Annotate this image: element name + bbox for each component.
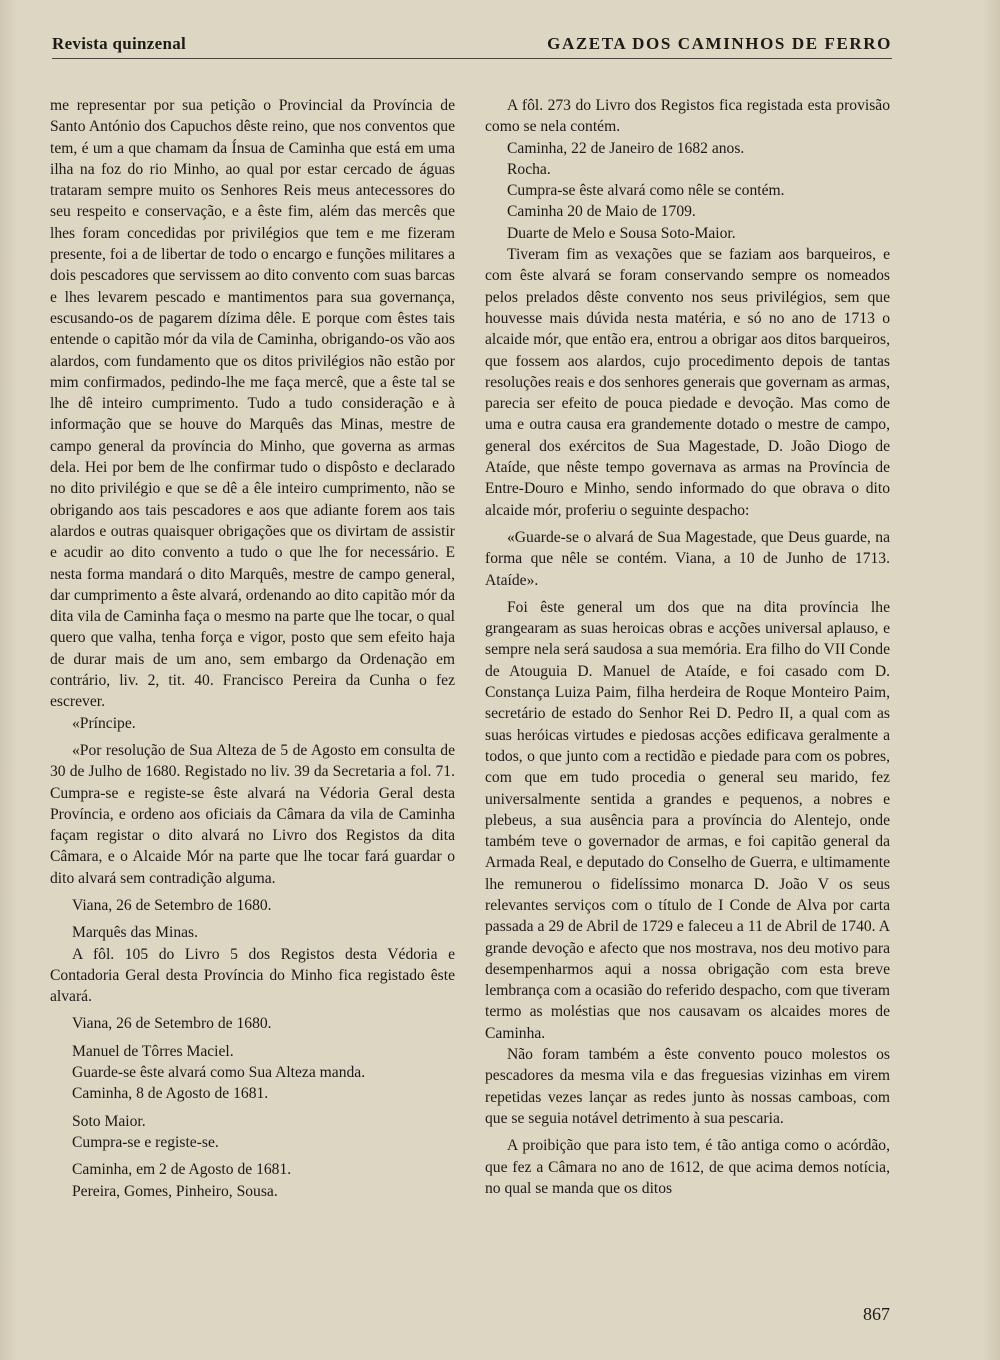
paragraph: Tiveram fim as vexações que se faziam aos barqueiros, e com êste alvará se foram conservando sempre os nomeados pelos prelados dêste convento nos seus privilégios, sem que houvesse mais dúvida nesta matéria, e só no ano de 1713 o alcaide mór, que então era, entrou a obrigar aos ditos barqueiros, que fossem aos alardos, cujo procedimento depois de tantas resoluções reais e dos senhores generais que governam as armas, parecia ser efeito de pouca piedade e devoção. Mas como de uma e outra causa era grandemente dotado o mestre de campo, general dos exércitos de Sua Magestade, D. João Diogo de Ataíde, que nêste tempo governava as armas na Província de Entre-Douro e Minho, sendo informado do que obrava o dito alcaide mór, proferiu o seguinte despacho: [485,246,890,519]
paragraph: «Príncipe. [72,714,136,732]
paragraph: Cumpra-se êste alvará como nêle se contém. [507,182,785,200]
paragraph: Marquês das Minas. [72,924,199,942]
running-header-left: Revista quinzenal [52,34,187,53]
left-column [50,95,455,1202]
paragraph: Rocha. [507,160,551,178]
paragraph: Soto Maior. [72,1112,146,1130]
paragraph: Guarde-se êste alvará como Sua Alteza manda. [72,1064,366,1082]
paragraph: «Guarde-se o alvará de Sua Magestade, que Deus guarde, na forma que nêle se contém. Viana, a 10 de Junho de 1713. Ataíde». [485,528,890,589]
header-rule [52,58,892,59]
paragraph: Não foram também a êste convento pouco molestos os pescadores da mesma vila e das freguesias vizinhas em virem repetidas vezes lançar as redes junto às nossas camboas, com que se seguia notável detrimento à sua pescaria. [485,1046,890,1127]
paragraph: Caminha, em 2 de Agosto de 1681. [72,1161,292,1179]
paragraph: A proibição que para isto tem, é tão antiga como o acórdão, que fez a Câmara no ano de 1612, de que acima demos notícia, no qual se manda que os ditos [485,1137,890,1197]
running-header-right: GAZETA DOS CAMINHOS DE FERRO [547,34,892,53]
paragraph: A fôl. 105 do Livro 5 dos Registos desta Védoria e Contadoria Geral desta Província do Minho fica registado êste alvará. [50,945,455,1006]
paragraph: Viana, 26 de Setembro de 1680. [72,896,272,914]
paragraph: Foi êste general um dos que na dita província lhe grangearam as suas heroicas obras e acções universal aplauso, e sempre nela será saudosa a sua memória. Era filho do VII Conde de Atouguia D. Manuel de Ataíde, e foi casado com D. Constança Luiza Paim, filha herdeira de Roque Monteiro Paim, secretário de estado do Senhor Rei D. Pedro II, a qual com as suas heróicas virtudes e piedosas acções edificava geralmente a todos, o que junto com a rectidão e piedade para com os pobres, com que em tudo procedia o general seu marido, fez universalmente sentida a grandes e pequenos, a nobres e plebeus, a sua ausência para a província do Alentejo, onde também teve o governador de armas, e foi capitão general da Armada Real, e deputado do Conselho de Guerra, e ultimamente lhe remunerou o fidelíssimo monarca D. João V os seus relevantes serviços com o título de I Conde de Alva por carta passada a 29 de Abril de 1729 e faleceu a 11 de Abril de 1740. A grande devoção e afecto que nos mostrava, nos deu motivo para desempenharmos aqui a nossa obrigação com esta breve lembrança com a ocasião do referido despacho, com que tiveram termo as moléstias que nos causavam os alcaides mores de Caminha. [485,598,890,1042]
paragraph: Cumpra-se e registe-se. [72,1133,219,1151]
paragraph: Manuel de Tôrres Maciel. [72,1042,234,1060]
paragraph: Duarte de Melo e Sousa Soto-Maior. [507,224,736,242]
page-number: 867 [863,1304,890,1324]
right-column [485,95,890,1199]
paragraph: A fôl. 273 do Livro dos Registos fica registada esta provisão como se nela contém. [485,97,890,136]
paragraph: «Por resolução de Sua Alteza de 5 de Agosto em consulta de 30 de Julho de 1680. Registado no liv. 39 da Secretaria a fol. 71. Cumpra-se e registe-se êste alvará na Védoria Geral desta Província, e ordeno aos oficiais da Câmara da vila de Caminha façam registar o dito alvará no Livro dos Registos da dita Câmara, e o Alcaide Mór na parte que lhe tocar fará guardar o dito alvará sem contradição alguma. [50,741,455,887]
paragraph: Caminha, 8 de Agosto de 1681. [72,1085,269,1103]
paragraph: Caminha 20 de Maio de 1709. [507,203,696,221]
paragraph: Caminha, 22 de Janeiro de 1682 anos. [507,139,745,157]
paragraph: me representar por sua petição o Provincial da Província de Santo António dos Capuchos dêste reino, que nos conventos que tem, é um a que chamam da Ínsua de Caminha que está em uma ilha na foz do rio Minho, ao qual por estar cercado de águas trataram sempre muito os Senhores Reis meus antecessores do seu respeito e conservação, e a êste fim, além das mercês que lhes foram concedidas por privilégios que tem e me fizeram presente, foi a de libertar de todo o encargo e funções militares a dois pescadores que servissem ao dito convento com suas barcas e lhes levarem pescado e mantimentos para sua governança, escusando-os de pagarem dízima dêle. E porque com êstes tais entende o capitão mór da vila de Caminha, obrigando-os vão aos alardos, com fundamento que os ditos privilégios não estão por mim confirmados, pedindo-lhe me faça mercê, que a êste tal se lhe dê inteiro cumprimento. Tudo a tudo consideração e à informação que se houve do Marquês das Minas, mestre de campo general da província do Minho, que governa as armas dela. Hei por bem de lhe confirmar tudo o dispôsto e declarado no dito privilégio e que se dê a êle inteiro cumprimento, não se obrigando aos tais pescadores e aos que adiante forem aos tais alardos e outras quaisquer obrigações que os divirtam de assistir e acudir ao dito convento a tudo o que lhe for necessário. E nesta forma mandará o dito Marquês, mestre de campo general, dar cumprimento a êste alvará, ordenando ao dito capitão mór da dita vila de Caminha faça o mesmo na parte que lhe tocar, o qual quero que valha, tenha força e vigor, posto que sem efeito haja de durar mais de um ano, sem embargo da Ordenação em contrário, liv. 2, tit. 40. Francisco Pereira da Cunha o fez escrever. [50,97,455,711]
paragraph: Pereira, Gomes, Pinheiro, Sousa. [72,1182,278,1200]
paragraph: Viana, 26 de Setembro de 1680. [72,1015,272,1033]
